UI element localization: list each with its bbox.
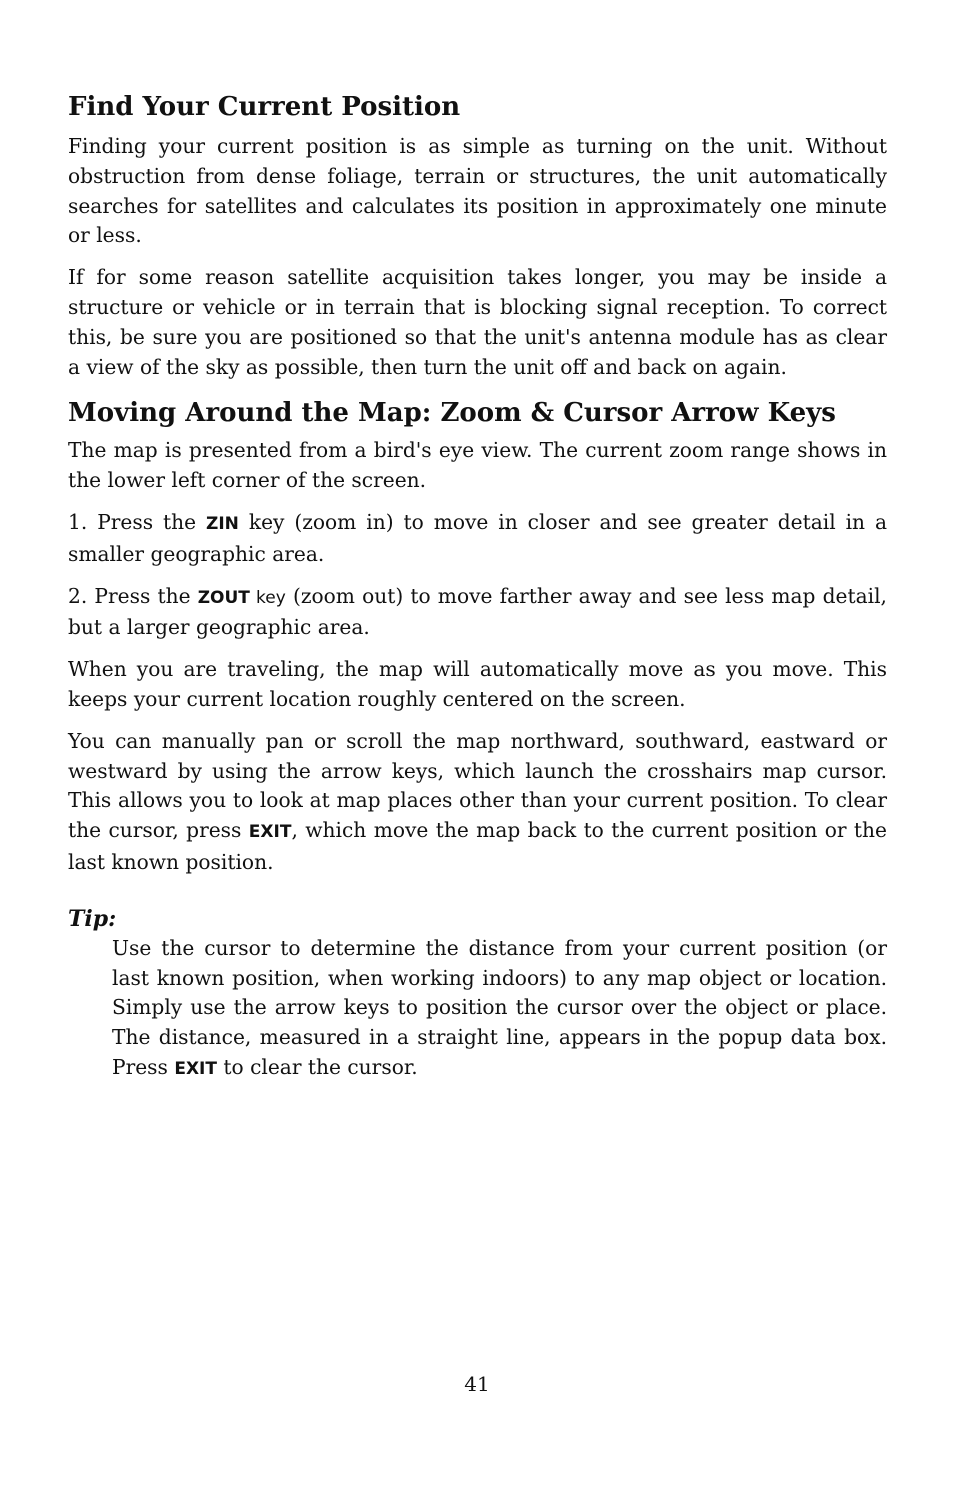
section-heading-find-position: Find Your Current Position	[68, 92, 461, 122]
paragraph: The map is presented from a bird's eye view. The current zoom range shows in the lower left corner of the screen.	[68, 438, 887, 493]
key-name-zin: ZIN	[206, 513, 239, 534]
section-heading-moving-map: Moving Around the Map: Zoom & Cursor Arrow Keys	[68, 398, 836, 429]
step-text: key (zoom in) to move in closer and see greater detail in a smaller geographic area.	[68, 509, 887, 566]
key-name-zout: ZOUT	[197, 587, 250, 608]
step-zoom-out	[68, 582, 887, 644]
step-text: 1. Press the	[68, 509, 207, 534]
manual-page	[68, 88, 887, 1097]
step-text: 2. Press the	[68, 583, 198, 608]
step-text: (zoom out) to move farther away and see less map detail, but a larger geographic area.	[68, 583, 887, 640]
tip-body	[112, 934, 887, 1085]
tip-label: Tip:	[68, 905, 117, 932]
key-name-exit: EXIT	[248, 822, 292, 843]
key-name-exit: EXIT	[174, 1058, 217, 1079]
paragraph: If for some reason satellite acquisition takes longer, you may be inside a structure or vehicle or in terrain that is blocking signal reception. To correct this, be sure you are positioned so that the unit's antenna module has as clear a view of the sky as possible, then turn the unit off and back on again.	[68, 265, 887, 379]
tip-text: to clear the cursor.	[216, 1054, 418, 1079]
page-number: 41	[464, 1372, 490, 1396]
paragraph-text: , which move the map back to the current position or the last known position.	[68, 818, 887, 874]
tip-text: Use the cursor to determine the distance from your current position (or last known position, when working indoors) to any map object or location. Simply use the arrow keys to position the cursor over the object or place. The distance, measured in a straight line, appears in the popup data box. Press	[112, 935, 887, 1079]
paragraph: Finding your current position is as simple as turning on the unit. Without obstruction from dense foliage, terrain or structures, the unit automatically searches for satellites and calculates its position in approximately one minute or less.	[68, 134, 887, 248]
key-word: key	[249, 587, 286, 608]
step-zoom-in	[68, 508, 887, 570]
paragraph-cursor	[68, 727, 887, 878]
paragraph: When you are traveling, the map will automatically move as you move. This keeps your current location roughly centered on the screen.	[68, 657, 887, 711]
paragraph-text: You can manually pan or scroll the map northward, southward, eastward or westward by using the arrow keys, which launch the crosshairs map cursor. This allows you to look at map places other than your current position. To clear the cursor, press	[68, 728, 887, 843]
